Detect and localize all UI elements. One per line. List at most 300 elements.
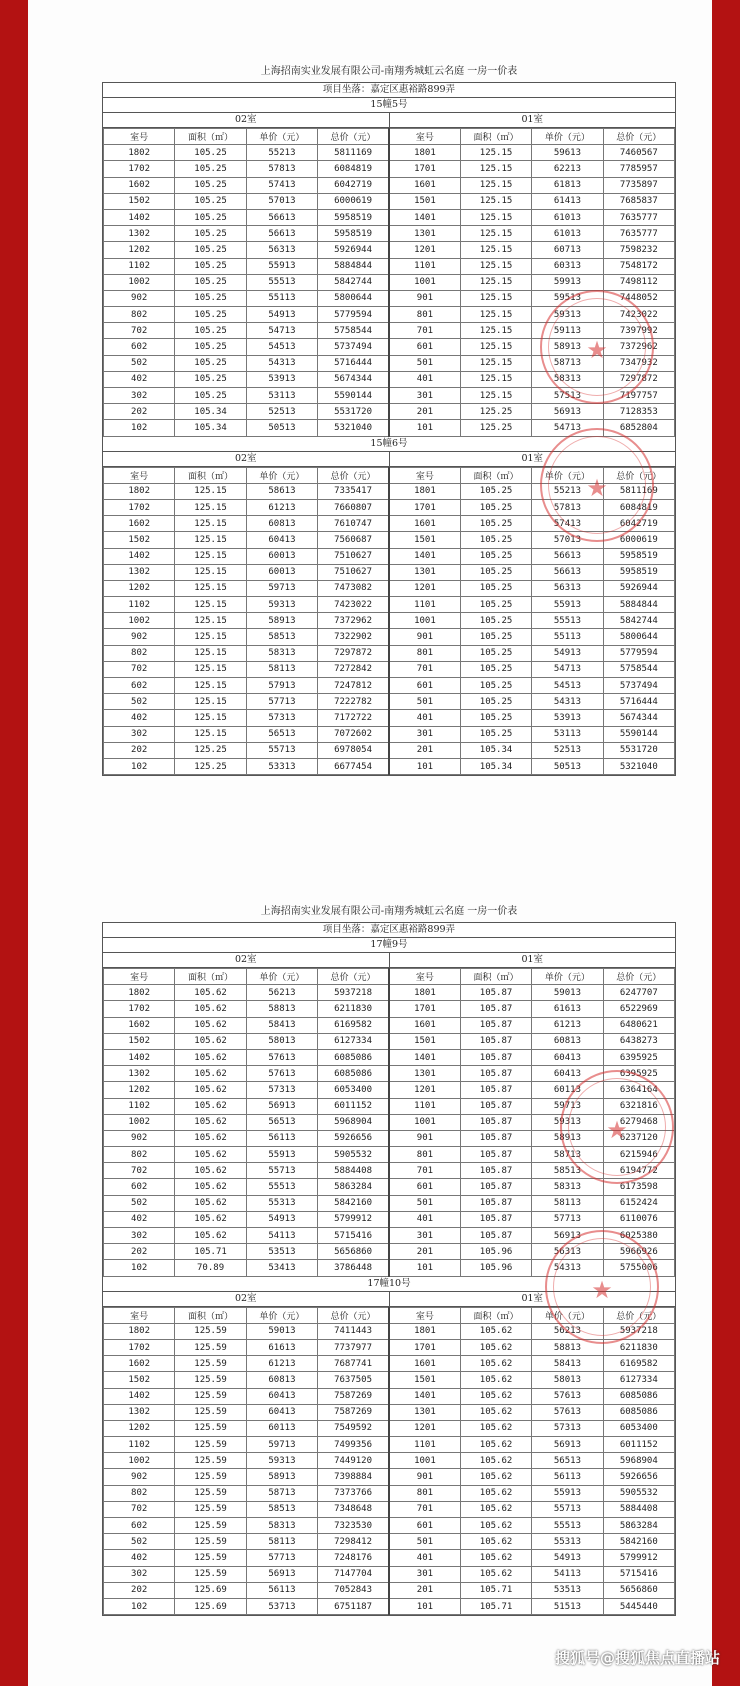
table-cell: 54713 — [246, 323, 317, 339]
table-cell: 102 — [104, 1598, 175, 1614]
table-row — [104, 710, 675, 726]
table-cell: 7660807 — [318, 499, 389, 515]
table-cell: 602 — [104, 1518, 175, 1534]
table-cell: 105.25 — [460, 516, 531, 532]
table-cell: 61213 — [246, 1356, 317, 1372]
table-cell: 1502 — [104, 1033, 175, 1049]
table-cell: 125.15 — [460, 226, 531, 242]
table-cell: 1401 — [389, 1388, 460, 1404]
table-cell: 802 — [104, 307, 175, 323]
table-cell: 125.59 — [175, 1518, 246, 1534]
table-cell: 602 — [104, 678, 175, 694]
table-cell: 5799912 — [603, 1550, 674, 1566]
table-cell: 202 — [104, 742, 175, 758]
table-cell: 1301 — [389, 564, 460, 580]
table-cell: 105.87 — [460, 1082, 531, 1098]
table-cell: 59313 — [246, 1453, 317, 1469]
table-row — [104, 1501, 675, 1517]
table-cell: 105.62 — [460, 1420, 531, 1436]
table-cell: 105.25 — [460, 548, 531, 564]
table-cell: 7147704 — [318, 1566, 389, 1582]
column-header: 面积（㎡） — [175, 1307, 246, 1323]
table-cell: 1402 — [104, 548, 175, 564]
table-cell: 125.59 — [175, 1566, 246, 1582]
table-cell: 125.25 — [460, 420, 531, 436]
column-header: 室号 — [104, 1307, 175, 1323]
table-cell: 105.62 — [460, 1518, 531, 1534]
table-cell: 57313 — [532, 1420, 603, 1436]
table-cell: 6852804 — [603, 420, 674, 436]
table-cell: 105.62 — [175, 1195, 246, 1211]
table-cell: 301 — [389, 1566, 460, 1582]
table-row — [104, 355, 675, 371]
room-header-row — [103, 1292, 675, 1307]
table-cell: 125.15 — [460, 355, 531, 371]
table-cell: 105.25 — [175, 290, 246, 306]
table-cell: 1601 — [389, 1356, 460, 1372]
table-cell: 105.34 — [460, 758, 531, 774]
table-cell: 301 — [389, 388, 460, 404]
table-cell: 55313 — [532, 1534, 603, 1550]
table-cell: 56113 — [246, 1130, 317, 1146]
table-cell: 5590144 — [603, 726, 674, 742]
table-row — [104, 1518, 675, 1534]
table-cell: 125.15 — [460, 258, 531, 274]
table-cell: 125.15 — [175, 661, 246, 677]
table-cell: 59013 — [532, 985, 603, 1001]
table-cell: 53913 — [532, 710, 603, 726]
table-cell: 125.25 — [175, 758, 246, 774]
table-cell: 105.96 — [460, 1260, 531, 1276]
table-cell: 56313 — [532, 1244, 603, 1260]
table-row — [104, 420, 675, 436]
table-cell: 902 — [104, 629, 175, 645]
table-cell: 1401 — [389, 209, 460, 225]
table-cell: 105.25 — [175, 274, 246, 290]
table-cell: 54313 — [532, 694, 603, 710]
table-cell: 61213 — [532, 1017, 603, 1033]
table-cell: 1502 — [104, 532, 175, 548]
table-cell: 5811169 — [318, 145, 389, 161]
table-cell: 105.62 — [175, 1001, 246, 1017]
table-row — [104, 516, 675, 532]
table-cell: 55913 — [532, 1485, 603, 1501]
table-cell: 125.69 — [175, 1598, 246, 1614]
column-header: 总价（元） — [603, 467, 674, 483]
table-cell: 101 — [389, 1598, 460, 1614]
table-cell: 58513 — [246, 629, 317, 645]
table-cell: 1602 — [104, 1356, 175, 1372]
column-header: 总价（元） — [318, 129, 389, 145]
table-cell: 105.62 — [175, 1033, 246, 1049]
table-cell: 125.15 — [175, 532, 246, 548]
table-cell: 105.87 — [460, 1001, 531, 1017]
table-cell: 1001 — [389, 1453, 460, 1469]
table-cell: 125.15 — [460, 161, 531, 177]
table-cell: 105.25 — [175, 355, 246, 371]
table-cell: 5716444 — [603, 694, 674, 710]
table-cell: 105.87 — [460, 1033, 531, 1049]
table-cell: 5758544 — [318, 323, 389, 339]
table-cell: 61613 — [246, 1339, 317, 1355]
table-row — [104, 1260, 675, 1276]
table-cell: 7052843 — [318, 1582, 389, 1598]
table-cell: 402 — [104, 371, 175, 387]
table-cell: 105.71 — [175, 1244, 246, 1260]
table-cell: 59513 — [532, 290, 603, 306]
table-cell: 125.15 — [175, 516, 246, 532]
table-cell: 105.25 — [460, 645, 531, 661]
table-cell: 5958519 — [603, 548, 674, 564]
table-cell: 5926656 — [318, 1130, 389, 1146]
table-cell: 7298412 — [318, 1534, 389, 1550]
column-header: 室号 — [104, 129, 175, 145]
table-cell: 1502 — [104, 1372, 175, 1388]
table-row — [104, 1001, 675, 1017]
table-cell: 6011152 — [318, 1098, 389, 1114]
table-cell: 55313 — [246, 1195, 317, 1211]
table-cell: 6279468 — [603, 1114, 674, 1130]
room-header-row — [103, 953, 675, 968]
table-cell: 59113 — [532, 323, 603, 339]
table-cell: 105.62 — [460, 1404, 531, 1420]
table-cell: 1801 — [389, 1323, 460, 1339]
official-seal-stamp: ★ — [540, 290, 654, 404]
table-row — [104, 1420, 675, 1436]
table-cell: 125.15 — [175, 678, 246, 694]
table-cell: 5958519 — [318, 226, 389, 242]
table-cell: 55513 — [532, 613, 603, 629]
table-row — [104, 532, 675, 548]
table-cell: 1101 — [389, 258, 460, 274]
table-cell: 6127334 — [318, 1033, 389, 1049]
table-cell: 1701 — [389, 499, 460, 515]
table-cell: 201 — [389, 404, 460, 420]
table-cell: 402 — [104, 710, 175, 726]
table-cell: 60813 — [246, 516, 317, 532]
table-cell: 6053400 — [318, 1082, 389, 1098]
table-cell: 60013 — [246, 548, 317, 564]
table-cell: 7587269 — [318, 1404, 389, 1420]
right-room-label: 01室 — [521, 452, 544, 464]
table-cell: 5321040 — [603, 758, 674, 774]
table-cell: 701 — [389, 1501, 460, 1517]
table-cell: 6215946 — [603, 1147, 674, 1163]
table-cell: 105.25 — [460, 710, 531, 726]
building-label: 15幢5号 — [103, 98, 675, 113]
table-cell: 56213 — [532, 1323, 603, 1339]
table-cell: 5884844 — [603, 597, 674, 613]
table-cell: 102 — [104, 420, 175, 436]
table-cell: 125.59 — [175, 1550, 246, 1566]
table-cell: 105.62 — [460, 1437, 531, 1453]
column-header: 面积（㎡） — [175, 969, 246, 985]
table-cell: 5958519 — [318, 209, 389, 225]
table-cell: 7373766 — [318, 1485, 389, 1501]
table-cell: 7637505 — [318, 1372, 389, 1388]
table-row — [104, 177, 675, 193]
table-cell: 1502 — [104, 193, 175, 209]
table-cell: 201 — [389, 742, 460, 758]
column-header: 总价（元） — [318, 1307, 389, 1323]
table-cell: 1101 — [389, 1437, 460, 1453]
table-cell: 58313 — [246, 1518, 317, 1534]
table-cell: 5926944 — [603, 580, 674, 596]
table-cell: 6480621 — [603, 1017, 674, 1033]
table-cell: 105.62 — [175, 1082, 246, 1098]
column-header: 面积（㎡） — [460, 969, 531, 985]
table-cell: 60413 — [246, 1388, 317, 1404]
table-cell: 62213 — [532, 161, 603, 177]
table-cell: 6127334 — [603, 1372, 674, 1388]
table-row — [104, 645, 675, 661]
table-cell: 105.25 — [460, 613, 531, 629]
table-cell: 57713 — [246, 694, 317, 710]
table-cell: 1001 — [389, 1114, 460, 1130]
table-cell: 1002 — [104, 1114, 175, 1130]
table-cell: 57313 — [246, 1082, 317, 1098]
table-cell: 602 — [104, 1179, 175, 1195]
table-cell: 5321040 — [318, 420, 389, 436]
table-cell: 7248176 — [318, 1550, 389, 1566]
table-cell: 6152424 — [603, 1195, 674, 1211]
table-cell: 125.15 — [460, 209, 531, 225]
table-cell: 57713 — [532, 1211, 603, 1227]
table-row — [104, 1033, 675, 1049]
table-row — [104, 274, 675, 290]
table-cell: 60813 — [246, 1372, 317, 1388]
table-cell: 53113 — [532, 726, 603, 742]
table-cell: 51513 — [532, 1598, 603, 1614]
column-header: 面积（㎡） — [175, 129, 246, 145]
table-cell: 55113 — [246, 290, 317, 306]
table-cell: 1002 — [104, 613, 175, 629]
table-cell: 58913 — [246, 1469, 317, 1485]
table-cell: 5842744 — [318, 274, 389, 290]
table-cell: 401 — [389, 1211, 460, 1227]
table-cell: 7499356 — [318, 1437, 389, 1453]
price-sheet-2 — [102, 922, 676, 1616]
table-cell: 50513 — [532, 758, 603, 774]
table-cell: 5863284 — [318, 1179, 389, 1195]
table-cell: 5715416 — [603, 1566, 674, 1582]
table-cell: 57413 — [246, 177, 317, 193]
table-cell: 6438273 — [603, 1033, 674, 1049]
official-seal-stamp: ★ — [545, 1230, 659, 1344]
table-cell: 5590144 — [318, 388, 389, 404]
table-cell: 601 — [389, 1518, 460, 1534]
table-cell: 1401 — [389, 548, 460, 564]
table-cell: 5884844 — [318, 258, 389, 274]
table-cell: 105.87 — [460, 1147, 531, 1163]
table-cell: 5863284 — [603, 1518, 674, 1534]
table-cell: 58313 — [246, 645, 317, 661]
table-cell: 105.34 — [175, 420, 246, 436]
table-cell: 1002 — [104, 1453, 175, 1469]
table-cell: 60413 — [532, 1066, 603, 1082]
table-cell: 125.15 — [175, 483, 246, 499]
table-row — [104, 1566, 675, 1582]
table-cell: 901 — [389, 629, 460, 645]
table-cell: 105.25 — [460, 694, 531, 710]
table-cell: 125.15 — [175, 580, 246, 596]
table-cell: 5755006 — [603, 1260, 674, 1276]
table-cell: 58713 — [532, 355, 603, 371]
table-cell: 6085086 — [603, 1388, 674, 1404]
table-cell: 58713 — [532, 1147, 603, 1163]
table-row — [104, 726, 675, 742]
table-cell: 902 — [104, 290, 175, 306]
table-cell: 61013 — [532, 226, 603, 242]
table-cell: 105.87 — [460, 1066, 531, 1082]
table-cell: 105.25 — [460, 629, 531, 645]
table-cell: 6978054 — [318, 742, 389, 758]
table-cell: 5531720 — [318, 404, 389, 420]
table-cell: 1801 — [389, 145, 460, 161]
table-cell: 7348648 — [318, 1501, 389, 1517]
table-cell: 6751187 — [318, 1598, 389, 1614]
table-cell: 7323530 — [318, 1518, 389, 1534]
table-cell: 125.25 — [460, 404, 531, 420]
table-cell: 53513 — [532, 1582, 603, 1598]
table-cell: 125.15 — [175, 710, 246, 726]
table-cell: 56913 — [532, 404, 603, 420]
table-row — [104, 1082, 675, 1098]
table-cell: 1702 — [104, 1339, 175, 1355]
table-cell: 401 — [389, 1550, 460, 1566]
table-row — [104, 742, 675, 758]
table-cell: 1402 — [104, 1049, 175, 1065]
table-cell: 1101 — [389, 597, 460, 613]
table-cell: 6110076 — [603, 1211, 674, 1227]
table-cell: 52513 — [246, 404, 317, 420]
table-cell: 56613 — [246, 209, 317, 225]
column-header: 面积（㎡） — [460, 1307, 531, 1323]
table-cell: 7398884 — [318, 1469, 389, 1485]
table-cell: 901 — [389, 290, 460, 306]
table-row — [104, 580, 675, 596]
table-cell: 105.25 — [175, 209, 246, 225]
table-cell: 5926944 — [318, 242, 389, 258]
table-cell: 60013 — [246, 564, 317, 580]
table-cell: 502 — [104, 355, 175, 371]
table-cell: 7473082 — [318, 580, 389, 596]
table-cell: 6194772 — [603, 1163, 674, 1179]
table-cell: 6000619 — [603, 532, 674, 548]
table-cell: 202 — [104, 1582, 175, 1598]
table-cell: 58113 — [246, 1534, 317, 1550]
building-label: 17幢9号 — [103, 938, 675, 953]
table-cell: 105.25 — [175, 145, 246, 161]
table-cell: 7128353 — [603, 404, 674, 420]
table-cell: 5958519 — [603, 564, 674, 580]
table-cell: 58113 — [246, 661, 317, 677]
table-cell: 105.87 — [460, 1114, 531, 1130]
table-row — [104, 307, 675, 323]
table-row — [104, 694, 675, 710]
table-cell: 70.89 — [175, 1260, 246, 1276]
table-cell: 125.15 — [175, 564, 246, 580]
column-header: 面积（㎡） — [460, 129, 531, 145]
table-cell: 6364164 — [603, 1082, 674, 1098]
table-cell: 6211830 — [318, 1001, 389, 1017]
table-cell: 58513 — [532, 1163, 603, 1179]
table-cell: 58013 — [246, 1033, 317, 1049]
table-cell: 6211830 — [603, 1339, 674, 1355]
table-cell: 1802 — [104, 985, 175, 1001]
table-cell: 54913 — [246, 1211, 317, 1227]
table-cell: 7197757 — [603, 388, 674, 404]
table-cell: 125.15 — [175, 694, 246, 710]
table-row — [104, 371, 675, 387]
table-cell: 105.62 — [460, 1501, 531, 1517]
table-cell: 125.59 — [175, 1388, 246, 1404]
table-cell: 105.87 — [460, 1228, 531, 1244]
table-cell: 54913 — [532, 1550, 603, 1566]
table-cell: 701 — [389, 323, 460, 339]
table-cell: 6237120 — [603, 1130, 674, 1146]
table-row — [104, 661, 675, 677]
table-cell: 1301 — [389, 1404, 460, 1420]
right-room-label: 01室 — [521, 114, 544, 125]
table-row — [104, 193, 675, 209]
column-header: 室号 — [389, 129, 460, 145]
table-cell: 125.59 — [175, 1469, 246, 1485]
column-header: 面积（㎡） — [460, 467, 531, 483]
table-cell: 7297872 — [603, 371, 674, 387]
table-cell: 202 — [104, 404, 175, 420]
table-cell: 57613 — [246, 1049, 317, 1065]
table-cell: 105.62 — [175, 1130, 246, 1146]
table-cell: 3786448 — [318, 1260, 389, 1276]
table-cell: 54113 — [532, 1566, 603, 1582]
table-cell: 105.62 — [460, 1469, 531, 1485]
price-table — [103, 128, 675, 437]
table-cell: 56913 — [246, 1098, 317, 1114]
table-cell: 1601 — [389, 1017, 460, 1033]
table-cell: 105.87 — [460, 1211, 531, 1227]
table-cell: 125.59 — [175, 1420, 246, 1436]
table-cell: 7460567 — [603, 145, 674, 161]
table-cell: 125.59 — [175, 1453, 246, 1469]
column-header: 室号 — [389, 467, 460, 483]
table-cell: 57813 — [246, 161, 317, 177]
table-cell: 105.62 — [460, 1550, 531, 1566]
table-row — [104, 1534, 675, 1550]
table-cell: 125.59 — [175, 1356, 246, 1372]
table-cell: 1501 — [389, 1372, 460, 1388]
table-cell: 1201 — [389, 1082, 460, 1098]
table-cell: 105.25 — [460, 532, 531, 548]
project-location: 项目坐落：嘉定区惠裕路899弄 — [103, 923, 675, 938]
table-cell: 7498112 — [603, 274, 674, 290]
table-cell: 105.25 — [460, 678, 531, 694]
table-cell: 5715416 — [318, 1228, 389, 1244]
table-cell: 1102 — [104, 1437, 175, 1453]
table-cell: 105.62 — [460, 1356, 531, 1372]
table-cell: 58013 — [532, 1372, 603, 1388]
table-cell: 125.15 — [175, 548, 246, 564]
price-table — [103, 968, 675, 1277]
table-cell: 5884408 — [603, 1501, 674, 1517]
table-cell: 57313 — [246, 710, 317, 726]
table-cell: 58313 — [532, 371, 603, 387]
column-header: 总价（元） — [603, 129, 674, 145]
table-cell: 58313 — [532, 1179, 603, 1195]
table-cell: 501 — [389, 1195, 460, 1211]
table-cell: 105.62 — [175, 1228, 246, 1244]
table-cell: 601 — [389, 1179, 460, 1195]
